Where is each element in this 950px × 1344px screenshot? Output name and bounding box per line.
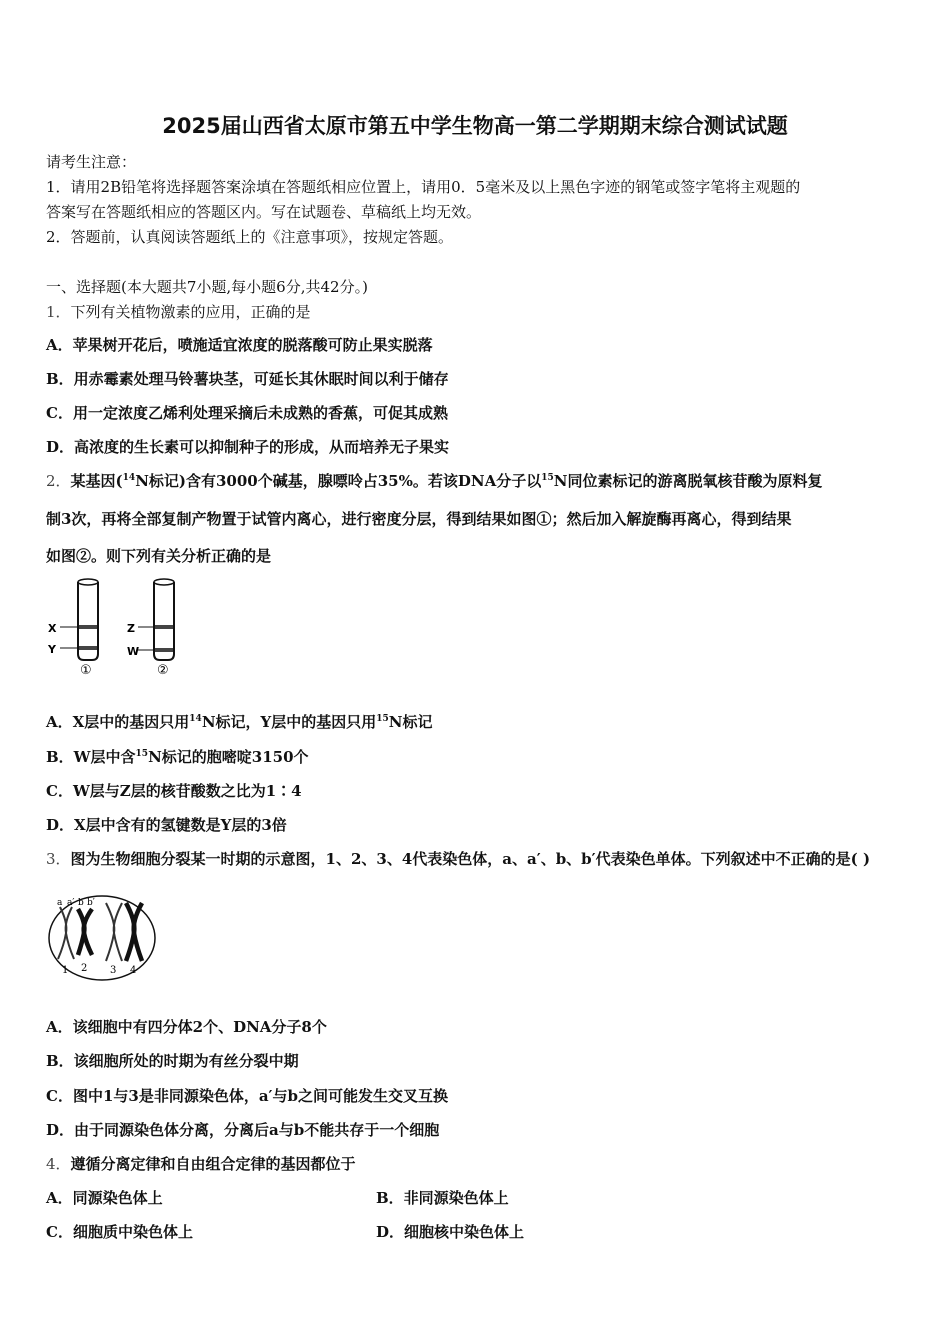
notice-item-2: 2．答题前，认真阅读答题纸上的《注意事项》，按规定答题。 <box>46 228 454 246</box>
isotope-15: 15 <box>541 473 554 483</box>
label-1: 1 <box>62 965 69 976</box>
q4-option-d: D．细胞核中染色体上 <box>376 1223 525 1241</box>
question-4-stem <box>46 1154 356 1174</box>
question-3-stem <box>46 849 870 869</box>
question-number: 1． <box>46 303 71 321</box>
q2-text-1: 某基因( <box>70 472 123 490</box>
q4-option-c: C．细胞质中染色体上 <box>46 1223 193 1241</box>
q1-option-b: B．用赤霉素处理马铃薯块茎，可延长其休眠时间以利于储存 <box>46 370 449 388</box>
label-w: W <box>127 645 140 658</box>
question-1-stem <box>46 302 311 322</box>
notice-item-1: 1．请用2B铅笔将选择题答案涂填在答题纸相应位置上，请用0．5毫米及以上黑色字迹的钢笔或签字笔将主观题的 <box>46 178 801 196</box>
q2-a-text-1: A．X层中的基因只用 <box>46 713 190 731</box>
label-3: 3 <box>110 965 117 976</box>
label-circle-1: ① <box>80 663 92 678</box>
page-title: 2025届山西省太原市第五中学生物高一第二学期期末综合测试试题 <box>162 114 788 138</box>
notice-heading: 请考生注意： <box>46 153 137 171</box>
q2-option-d: D．X层中含有的氢键数是Y层的3倍 <box>46 816 287 834</box>
test-tube-2 <box>154 579 174 660</box>
q3-option-c: C．图中1与3是非同源染色体，a′与b之间可能发生交叉互换 <box>46 1087 448 1105</box>
label-a-prime: a′ <box>67 898 75 908</box>
q2-option-b <box>46 747 309 767</box>
question-2-stem <box>46 471 822 491</box>
chromosome-1 <box>58 907 74 959</box>
q1-option-a: A．苹果树开花后，喷施适宜浓度的脱落酸可防止果实脱落 <box>46 336 433 354</box>
q4-option-a: A．同源染色体上 <box>46 1189 163 1207</box>
label-2: 2 <box>81 963 88 974</box>
label-4: 4 <box>130 965 137 976</box>
question-number: 4． <box>46 1155 71 1173</box>
chromosome-3 <box>106 903 122 961</box>
label-z: Z <box>127 622 135 635</box>
q3-option-a: A．该细胞中有四分体2个、DNA分子8个 <box>46 1018 327 1036</box>
question-text: 遵循分离定律和自由组合定律的基因都位于 <box>70 1155 356 1173</box>
q2-text-2: N标记)含有3000个碱基，腺嘌呤占35%。若该DNA分子以 <box>135 472 542 490</box>
question-text: 下列有关植物激素的应用，正确的是 <box>70 303 311 321</box>
isotope-15: 15 <box>135 749 149 759</box>
isotope-15: 15 <box>376 714 389 724</box>
q3-option-d: D．由于同源染色体分离，分离后a与b不能共存于一个细胞 <box>46 1121 440 1139</box>
q2-option-a <box>46 712 432 732</box>
label-circle-2: ② <box>157 663 169 678</box>
isotope-14: 14 <box>122 473 136 483</box>
question-2-line-2: 制3次，再将全部复制产物置于试管内离心，进行密度分层，得到结果如图①；然后加入解旋酶再离心，得到结果 <box>46 510 792 528</box>
label-x: X <box>48 622 57 635</box>
chromosome-2 <box>78 909 92 955</box>
notice-item-1-cont: 答案写在答题纸相应的答题区内。写在试题卷、草稿纸上均无效。 <box>46 203 482 221</box>
q1-option-d: D．高浓度的生长素可以抑制种子的形成，从而培养无子果实 <box>46 438 450 456</box>
label-b-prime: b′ <box>87 898 95 908</box>
q3-option-b: B．该细胞所处的时期为有丝分裂中期 <box>46 1052 299 1070</box>
q2-b-text-2: N标记的胞嘧啶3150个 <box>148 748 309 766</box>
q2-text-3: N同位素标记的游离脱氧核苷酸为原料复 <box>553 472 823 490</box>
q2-a-text-2: N标记，Y层中的基因只用 <box>201 713 377 731</box>
q2-b-text-1: B．W层中含 <box>46 748 136 766</box>
test-tube-1 <box>78 579 98 660</box>
test-tube-figure <box>40 574 190 684</box>
label-a: a <box>57 898 63 908</box>
question-text: 图为生物细胞分裂某一时期的示意图，1、2、3、4代表染色体，a、a′、b、b′代表染色单体。下列叙述中不正确的是( ) <box>70 850 871 868</box>
label-b: b <box>78 898 84 908</box>
q1-option-c: C．用一定浓度乙烯利处理采摘后未成熟的香蕉，可促其成熟 <box>46 404 448 422</box>
label-y: Y <box>48 643 56 656</box>
q2-a-text-3: N标记 <box>388 713 433 731</box>
section-heading: 一、选择题(本大题共7小题,每小题6分,共42分。) <box>46 278 368 296</box>
question-number: 2． <box>46 472 71 490</box>
q4-option-b: B．非同源染色体上 <box>376 1189 509 1207</box>
q2-option-c: C．W层与Z层的核苷酸数之比为1∶4 <box>46 782 302 800</box>
cell-division-figure <box>46 893 158 983</box>
question-number: 3． <box>46 850 71 868</box>
isotope-14: 14 <box>189 714 202 724</box>
chromosome-4 <box>126 903 142 961</box>
question-2-line-3: 如图②。则下列有关分析正确的是 <box>46 547 272 565</box>
